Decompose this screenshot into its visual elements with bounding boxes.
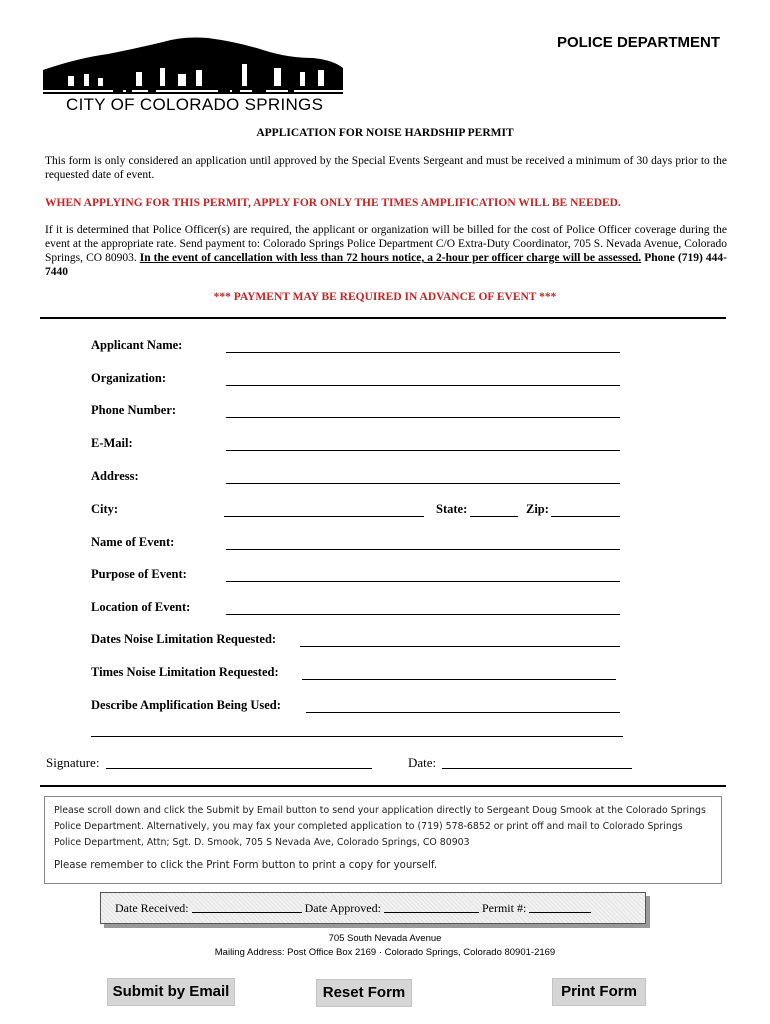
submit-instructions: Please scroll down and click the Submit by Email button to send your application directly to Sergeant Doug Smook at the Colorado Springs Police Department. Alternatively, you may fax your completed application to (719) 578-6852 or print off and mail to Colorado Springs Police Department, Attn; Sgt. D. Smook, 705 S Nevada Ave, Colorado Springs, CO 80903 <box>54 805 706 848</box>
divider <box>40 785 726 787</box>
billing-paragraph <box>45 223 727 279</box>
organization-field[interactable] <box>226 385 620 386</box>
date-received-field[interactable] <box>192 912 302 913</box>
submit-by-email-button[interactable]: Submit by Email <box>107 978 235 1006</box>
print-reminder: Please remember to click the Print Form button to print a copy for yourself. <box>54 860 437 871</box>
state-label: State: <box>436 502 468 516</box>
phone-text: Phone (719) 444-7440 <box>45 252 727 278</box>
date-label: Date: <box>408 755 437 770</box>
signature-label: Signature: <box>46 755 100 770</box>
signature-field[interactable] <box>106 768 372 769</box>
event-purpose-label: Purpose of Event: <box>91 567 187 581</box>
organization-label: Organization: <box>91 371 166 385</box>
applicant-name-label: Applicant Name: <box>91 338 183 352</box>
instructions-box <box>44 796 722 884</box>
zip-label: Zip: <box>526 502 549 516</box>
dates-requested-label: Dates Noise Limitation Requested: <box>91 632 277 646</box>
office-use-box <box>100 892 646 924</box>
cancellation-text: In the event of cancellation with less than 72 hours notice, a 2-hour per officer charge will be assessed. <box>139 252 642 264</box>
times-requested-field[interactable] <box>302 679 616 680</box>
address-label: Address: <box>91 469 139 483</box>
permit-number-field[interactable] <box>529 912 591 913</box>
times-requested-label: Times Noise Limitation Requested: <box>91 665 279 679</box>
date-approved-field[interactable] <box>384 912 479 913</box>
state-field[interactable] <box>470 516 518 517</box>
payment-notice: *** PAYMENT MAY BE REQUIRED IN ADVANCE OF EVENT *** <box>213 291 557 303</box>
street-address: 705 South Nevada Avenue <box>328 933 442 944</box>
applicant-name-field[interactable] <box>226 352 620 353</box>
reset-form-button[interactable]: Reset Form <box>316 979 412 1007</box>
logo-baseline <box>43 92 343 94</box>
department-title: POLICE DEPARTMENT <box>556 34 720 51</box>
date-approved-label: Date Approved: <box>304 901 381 915</box>
date-field[interactable] <box>442 768 632 769</box>
address-field[interactable] <box>226 483 620 484</box>
email-field[interactable] <box>226 450 620 451</box>
dates-requested-field[interactable] <box>300 646 620 647</box>
form-title: APPLICATION FOR NOISE HARDSHIP PERMIT <box>256 127 514 139</box>
city-field[interactable] <box>224 516 424 517</box>
zip-field[interactable] <box>551 516 620 517</box>
intro-paragraph: This form is only considered an application until approved by the Special Events Sergeant and must be received a minimum of 30 days prior to the requested date of event. <box>45 155 727 181</box>
amplification-field-line-2[interactable] <box>91 736 623 737</box>
event-location-label: Location of Event: <box>91 600 191 614</box>
amplification-field[interactable] <box>306 712 620 713</box>
amplification-label: Describe Amplification Being Used: <box>91 698 281 712</box>
phone-number-label: Phone Number: <box>91 403 177 417</box>
event-purpose-field[interactable] <box>226 581 620 582</box>
print-form-button[interactable]: Print Form <box>552 978 646 1006</box>
permit-number-label: Permit #: <box>481 901 527 915</box>
date-received-label: Date Received: <box>115 901 189 915</box>
event-name-label: Name of Event: <box>91 535 175 549</box>
city-logo-text: CITY OF COLORADO SPRINGS <box>66 95 324 114</box>
phone-number-field[interactable] <box>226 417 620 418</box>
event-location-field[interactable] <box>226 614 620 615</box>
billing-text: If it is determined that Police Officer(s) are required, the applicant or organization will be billed for the cost of Police Officer coverage during the event at the appropriate rate. Send payment to: Colorado Springs Police Department C/O Extra-Duty Coordinator, 705 S. Nevada Avenue, Colorado Springs, CO 80903. <box>45 224 727 264</box>
mailing-address: Mailing Address: Post Office Box 2169 · Colorado Springs, Colorado 80901-2169 <box>214 947 556 958</box>
city-label: City: <box>91 502 119 516</box>
email-label: E-Mail: <box>91 436 133 450</box>
warning-text: WHEN APPLYING FOR THIS PERMIT, APPLY FOR ONLY THE TIMES AMPLIFICATION WILL BE NEEDED. <box>45 197 621 209</box>
divider <box>40 317 726 319</box>
event-name-field[interactable] <box>226 549 620 550</box>
